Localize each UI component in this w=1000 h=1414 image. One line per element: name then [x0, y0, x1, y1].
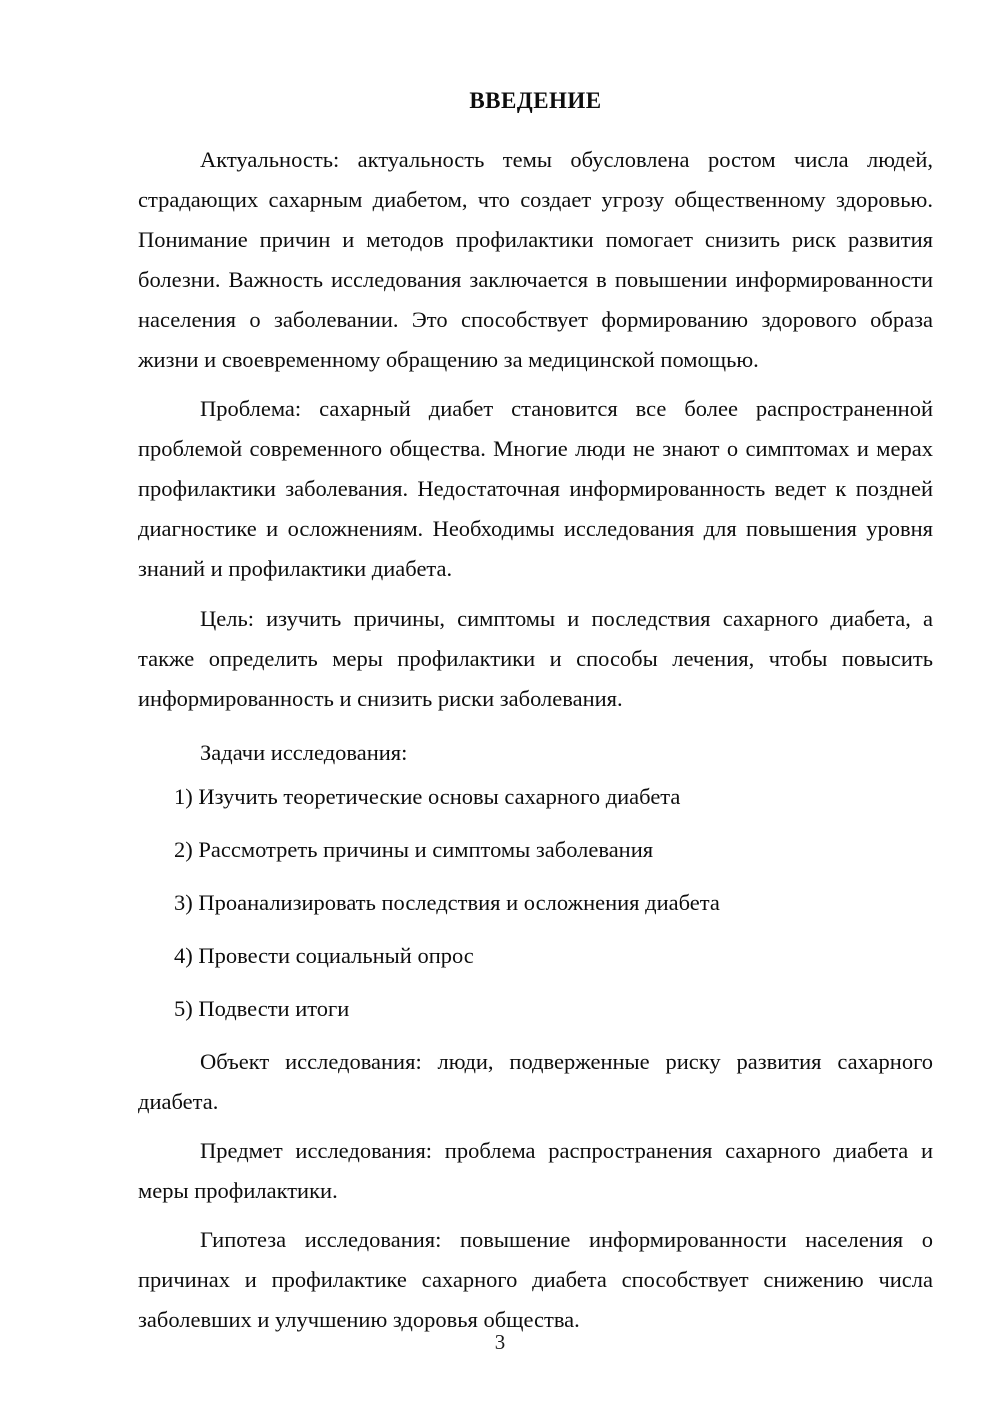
document-body: [138, 88, 933, 1340]
tasks-list: [138, 777, 933, 1029]
page-title: ВВЕДЕНИЕ: [469, 88, 602, 113]
paragraph-problem: Проблема: сахарный диабет становится все более распространенной проблемой современного общества. Многие люди не знают о симптомах и мерах профилактики заболевания. Недостаточная информированность ведет к поздней диагностике и осложнениям. Необходимы исследования для повышения уровня знаний и профилактики диабета.: [138, 396, 933, 582]
list-item: 4) Провести социальный опрос: [174, 942, 474, 968]
paragraph-object: Объект исследования: люди, подверженные риску развития сахарного диабета.: [138, 1048, 933, 1114]
list-item: 1) Изучить теоретические основы сахарного диабета: [174, 783, 681, 809]
paragraph-hypothesis: Гипотеза исследования: повышение информированности населения о причинах и профилактике сахарного диабета способствует снижению числа заболевших и улучшению здоровья общества.: [138, 1227, 933, 1333]
list-item: 2) Рассмотреть причины и симптомы заболевания: [174, 836, 654, 862]
list-item: 3) Проанализировать последствия и осложнения диабета: [174, 889, 720, 915]
paragraph-subject: Предмет исследования: проблема распространения сахарного диабета и меры профилактики.: [138, 1138, 933, 1204]
tasks-heading: Задачи исследования:: [200, 739, 408, 765]
paragraph-relevance: Актуальность: актуальность темы обусловлена ростом числа людей, страдающих сахарным диабетом, что создает угрозу общественному здоровью. Понимание причин и методов профилактики помогает снизить риск развития болезни. Важность исследования заключается в повышении информированности населения о заболевании. Это способствует формированию здорового образа жизни и своевременному обращению за медицинской помощью.: [138, 147, 933, 373]
page-number: 3: [494, 1330, 506, 1354]
paragraph-goal: Цель: изучить причины, симптомы и последствия сахарного диабета, а также определить меры профилактики и способы лечения, чтобы повысить информированность и снизить риски заболевания.: [138, 605, 933, 711]
list-item: 5) Подвести итоги: [174, 995, 350, 1021]
